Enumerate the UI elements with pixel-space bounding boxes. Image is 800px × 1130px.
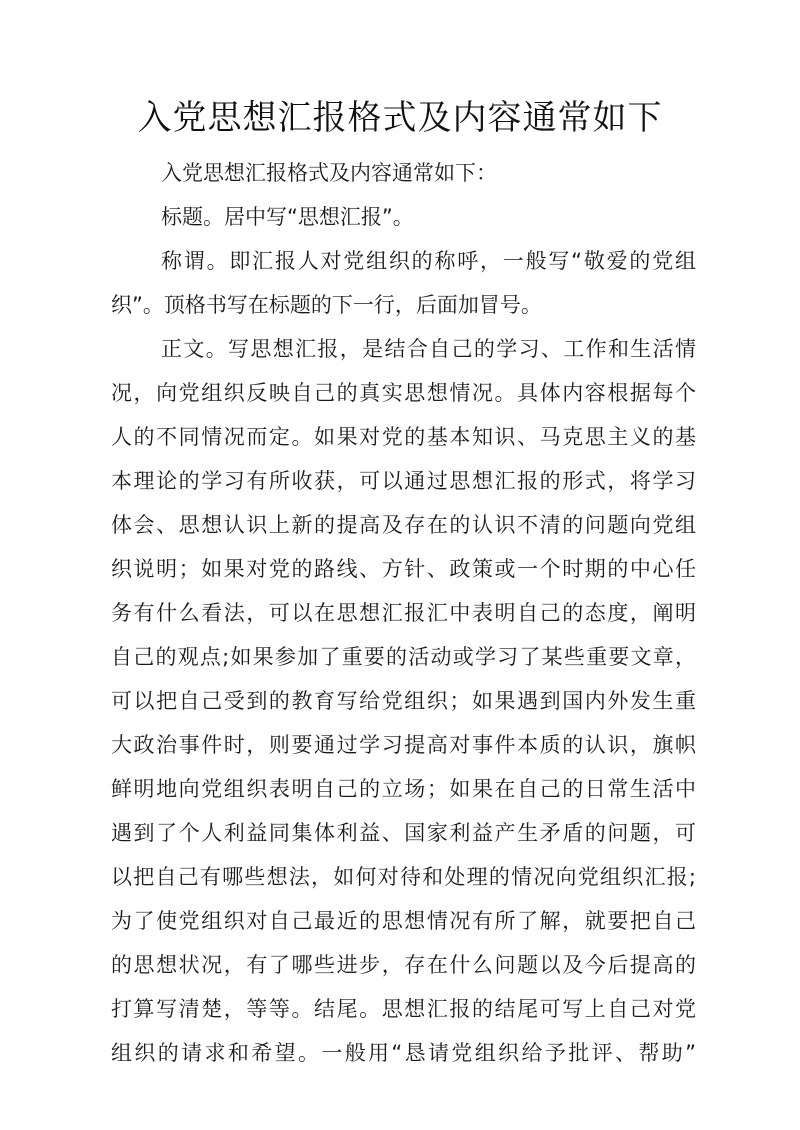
paragraph-line: 为了使党组织对自己最近的思想情况有所了解，就要把自己 (111, 909, 696, 933)
paragraph-line: 织说明；如果对党的路线、方针、政策或一个时期的中心任 (111, 557, 696, 581)
paragraph-line: 体会、思想认识上新的提高及存在的认识不清的问题向党组 (111, 513, 696, 537)
paragraph-line: 标题。居中写“思想汇报”。 (161, 205, 414, 229)
paragraph-line: 人的不同情况而定。如果对党的基本知识、马克思主义的基 (111, 425, 696, 449)
paragraph-line: 打算写清楚，等等。结尾。思想汇报的结尾可写上自己对党 (111, 997, 696, 1021)
paragraph-line: 自己的观点;如果参加了重要的活动或学习了某些重要文章， (111, 645, 696, 669)
paragraph-line: 织”。顶格书写在标题的下一行，后面加冒号。 (111, 293, 542, 317)
paragraph-line: 正文。写思想汇报，是结合自己的学习、工作和生活情 (161, 337, 696, 361)
paragraph-line: 入党思想汇报格式及内容通常如下： (161, 161, 497, 185)
paragraph-line: 大政治事件时，则要通过学习提高对事件本质的认识，旗帜 (111, 733, 696, 757)
paragraph-line: 以把自己有哪些想法，如何对待和处理的情况向党组织汇报; (111, 865, 696, 889)
paragraph-line: 本理论的学习有所收获，可以通过思想汇报的形式，将学习 (111, 469, 696, 493)
paragraph-line: 况，向党组织反映自己的真实思想情况。具体内容根据每个 (111, 381, 696, 405)
paragraph-line: 称谓。即汇报人对党组织的称呼，一般写“敬爱的党组 (161, 249, 696, 273)
document-body (111, 151, 696, 1075)
paragraph-line: 的思想状况，有了哪些进步，存在什么问题以及今后提高的 (111, 953, 696, 977)
paragraph-line: 可以把自己受到的教育写给党组织；如果遇到国内外发生重 (111, 689, 696, 713)
paragraph-line: 组织的请求和希望。一般用“恳请党组织给予批评、帮助” (111, 1041, 696, 1065)
paragraph-line: 务有什么看法，可以在思想汇报汇中表明自己的态度，阐明 (111, 601, 696, 625)
paragraph-line: 遇到了个人利益同集体利益、国家利益产生矛盾的问题，可 (111, 821, 696, 845)
paragraph-line: 鲜明地向党组织表明自己的立场；如果在自己的日常生活中 (111, 777, 696, 801)
document-title: 入党思想汇报格式及内容通常如下 (137, 98, 663, 138)
